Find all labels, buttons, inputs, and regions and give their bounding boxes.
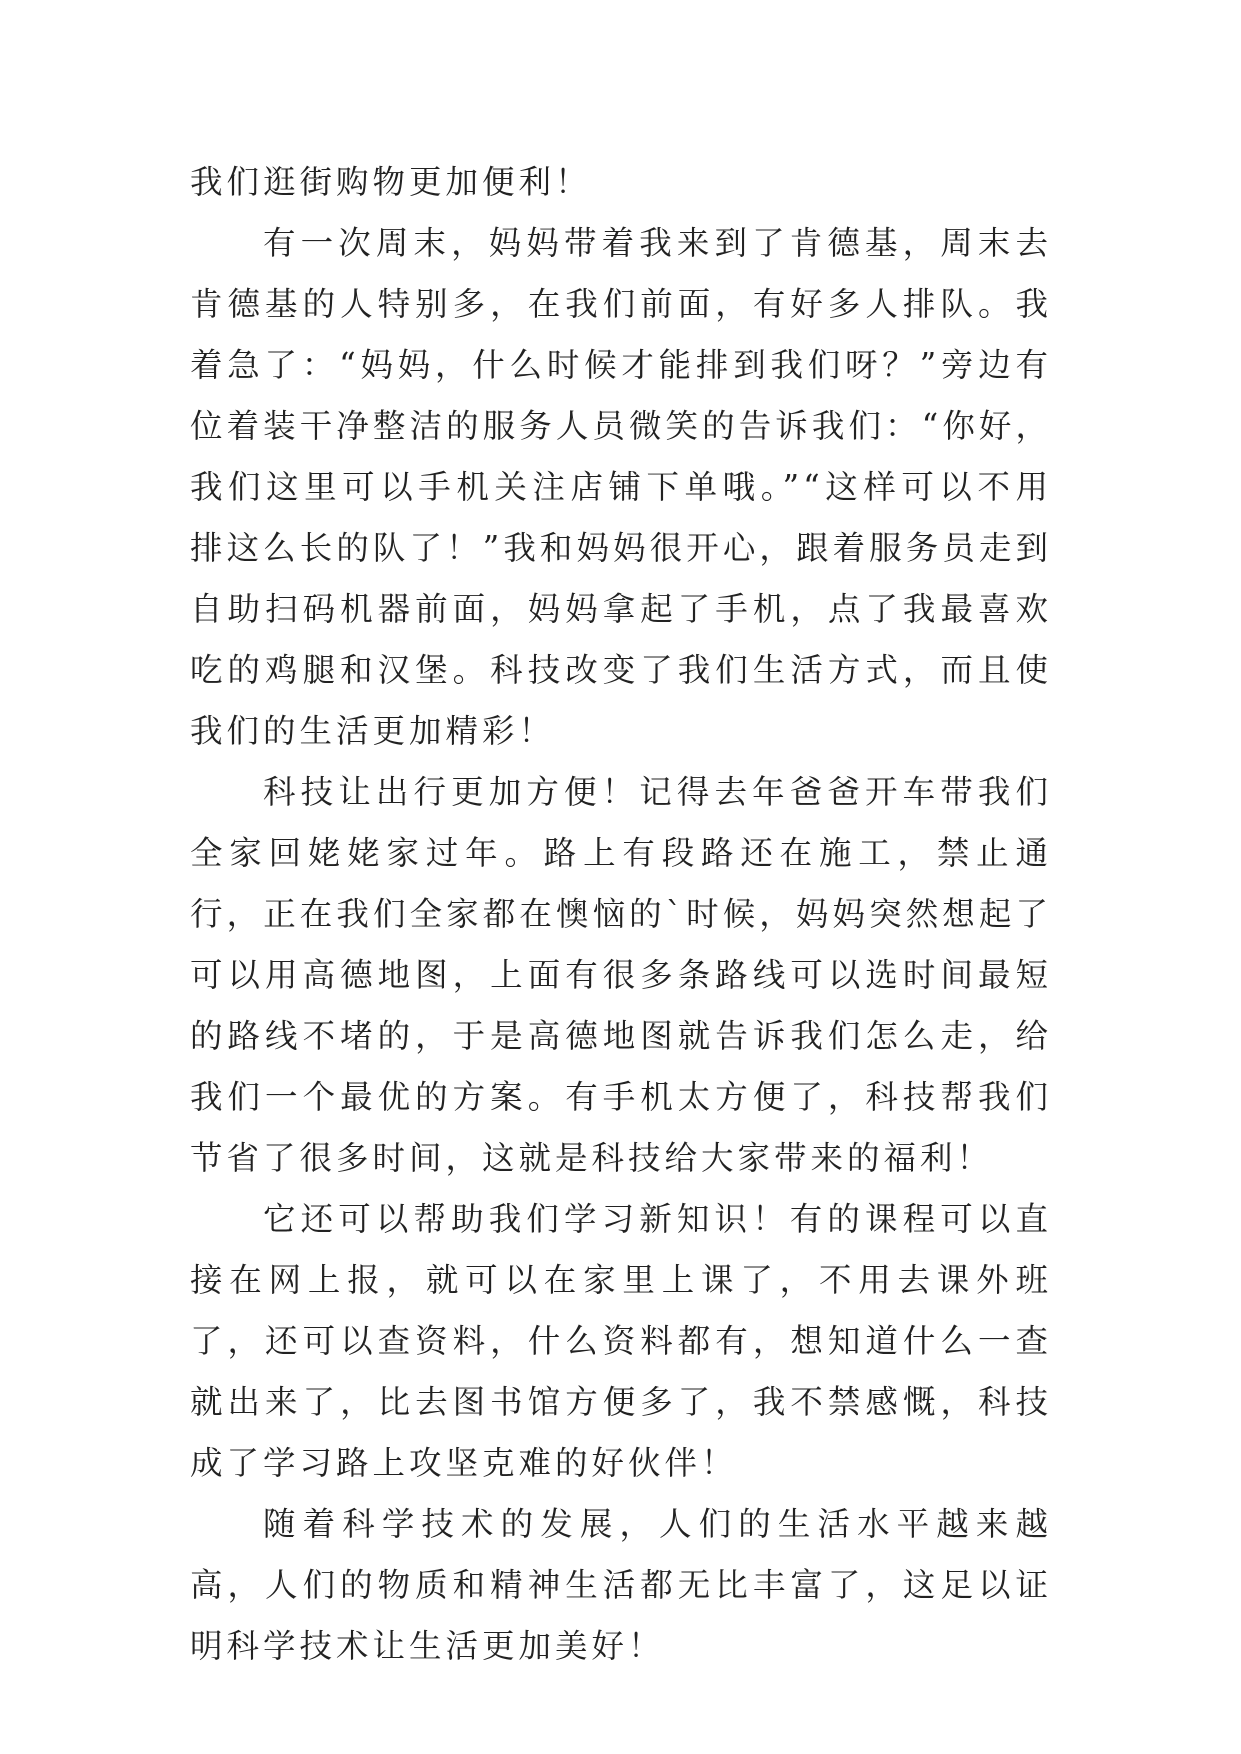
document-body: [190, 152, 1052, 1677]
paragraph-continued: 我们逛街购物更加便利！: [190, 163, 592, 201]
paragraph-travel: 科技让出行更加方便！记得去年爸爸开车带我们全家回姥姥家过年。路上有段路还在施工，禁止通行，正在我们全家都在懊恼的`时候，妈妈突然想起了可以用高德地图，上面有很多条路线可以选时间最短的路线不堵的，于是高德地图就告诉我们怎么走，给我们一个最优的方案。有手机太方便了，科技帮我们节省了很多时间，这就是科技给大家带来的福利！: [190, 773, 1052, 1177]
paragraph-learning: 它还可以帮助我们学习新知识！有的课程可以直接在网上报，就可以在家里上课了，不用去课外班了，还可以查资料，什么资料都有，想知道什么一查就出来了，比去图书馆方便多了，我不禁感慨，科技成了学习路上攻坚克难的好伙伴！: [190, 1200, 1052, 1482]
paragraph-conclusion: 随着科学技术的发展，人们的生活水平越来越高，人们的物质和精神生活都无比丰富了，这足以证明科学技术让生活更加美好！: [190, 1505, 1052, 1665]
paragraph-kfc: 有一次周末，妈妈带着我来到了肯德基，周末去肯德基的人特别多，在我们前面，有好多人排队。我着急了：“妈妈，什么时候才能排到我们呀？”旁边有位着装干净整洁的服务人员微笑的告诉我们：“你好，我们这里可以手机关注店铺下单哦。”“这样可以不用排这么长的队了！”我和妈妈很开心，跟着服务员走到自助扫码机器前面，妈妈拿起了手机，点了我最喜欢吃的鸡腿和汉堡。科技改变了我们生活方式，而且使我们的生活更加精彩！: [190, 224, 1052, 750]
